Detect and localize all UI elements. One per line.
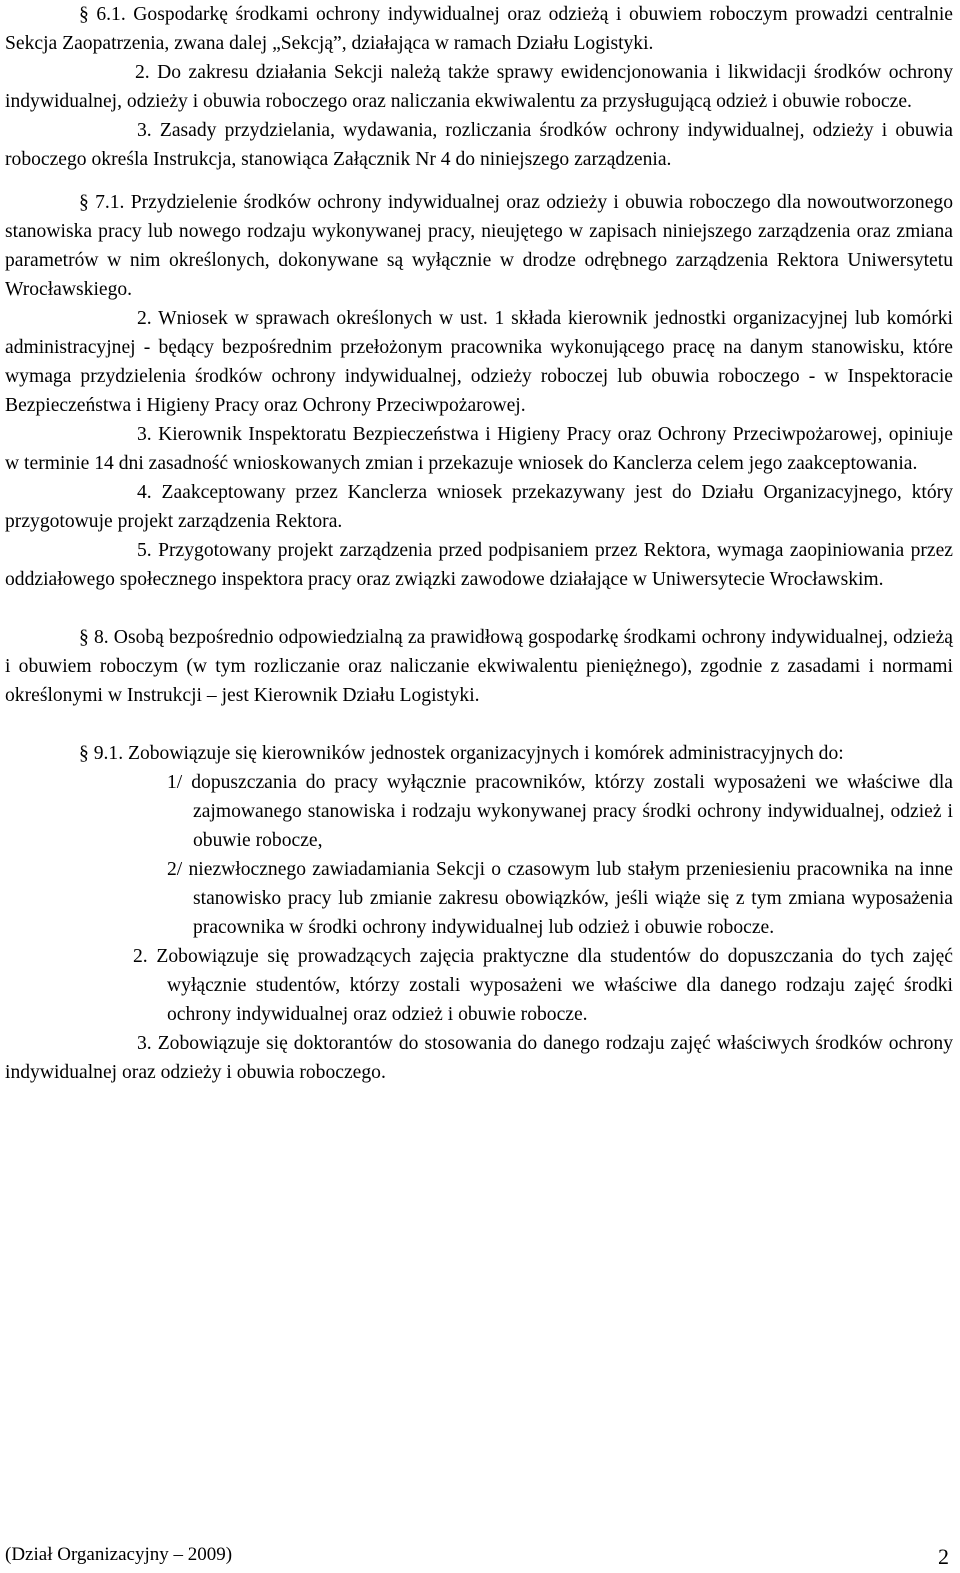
spacer	[5, 174, 953, 188]
paragraph-9-1: § 9.1. Zobowiązuje się kierowników jednostek organizacyjnych i komórek administracyjnych do:	[79, 743, 844, 764]
list-item-9-1-1: 1/ dopuszczania do pracy wyłącznie pracowników, którzy zostali wyposażeni we właściwe dla zajmowanego stanowiska i rodzaju wykonywanej pracy środki ochrony indywidualnej, odzież i obuwie robocze,	[167, 772, 953, 851]
spacer	[5, 594, 953, 623]
paragraph-7-1: § 7.1. Przydzielenie środków ochrony indywidualnej oraz odzieży i obuwia roboczego dla nowoutworzonego stanowiska pracy lub nowego rodzaju wykonywanej pracy, nieujętego w zapisach niniejszego zarządzenia oraz zmiana parametrów w nim określonych, dokonywane są wyłącznie w drodze odrębnego zarządzenia Rektora Uniwersytetu Wrocławskiego.	[5, 192, 953, 300]
paragraph-6-1: § 6.1. Gospodarkę środkami ochrony indywidualnej oraz odzieżą i obuwiem roboczym prowadzi centralnie Sekcja Zaopatrzenia, zwana dalej „Sekcją”, działająca w ramach Działu Logistyki.	[5, 4, 953, 54]
paragraph-7-5: 5. Przygotowany projekt zarządzenia przed podpisaniem przez Rektora, wymaga zaopiniowania przez oddziałowego społecznego inspektora pracy oraz związki zawodowe działające w Uniwersytecie Wrocławskim.	[5, 540, 953, 590]
paragraph-7-2: 2. Wniosek w sprawach określonych w ust. 1 składa kierownik jednostki organizacyjnej lub komórki administracyjnej - będący bezpośrednim przełożonym pracownika wykonującego pracę na danym stanowisku, które wymaga przydzielenia środków ochrony indywidualnej, odzieży roboczej lub obuwia roboczego - w Inspektoracie Bezpieczeństwa i Higieny Pracy oraz Ochrony Przeciwpożarowej.	[5, 308, 953, 416]
paragraph-7-3: 3. Kierownik Inspektoratu Bezpieczeństwa i Higieny Pracy oraz Ochrony Przeciwpożarowej, opiniuje w terminie 14 dni zasadność wnioskowanych zmian i przekazuje wniosek do Kanclerza celem jego zaakceptowania.	[5, 424, 953, 474]
paragraph-8: § 8. Osobą bezpośrednio odpowiedzialną za prawidłową gospodarkę środkami ochrony indywidualnej, odzieżą i obuwiem roboczym (w tym rozliczanie oraz naliczanie ekwiwalentu pieniężnego), zgodnie z zasadami i normami określonymi w Instrukcji – jest Kierownik Działu Logistyki.	[5, 627, 953, 706]
paragraph-6-2: 2. Do zakresu działania Sekcji należą także sprawy ewidencjonowania i likwidacji środków ochrony indywidualnej, odzieży i obuwia roboczego oraz naliczania ekwiwalentu za przysługującą odzież i obuwie robocze.	[5, 62, 953, 112]
document-page	[5, 0, 953, 1087]
paragraph-9-2: 2. Zobowiązuje się prowadzących zajęcia praktyczne dla studentów do dopuszczania do tych zajęć wyłącznie studentów, którzy zostali wyposażeni we właściwe dla danego rodzaju zajęć środki ochrony indywidualnej oraz odzież i obuwie robocze.	[133, 946, 953, 1025]
footer-department: (Dział Organizacyjny – 2009)	[5, 1544, 233, 1565]
spacer	[5, 710, 953, 739]
page-number: 2	[938, 1544, 949, 1569]
list-item-9-1-2: 2/ niezwłocznego zawiadamiania Sekcji o czasowym lub stałym przeniesieniu pracownika na inne stanowisko pracy lub zmianie zakresu obowiązków, jeśli wiąże się z tym zmiana wyposażenia pracownika w środki ochrony indywidualnej lub odzież i obuwie robocze.	[167, 859, 953, 938]
paragraph-9-3: 3. Zobowiązuje się doktorantów do stosowania do danego rodzaju zajęć właściwych środków ochrony indywidualnej oraz odzieży i obuwia roboczego.	[5, 1033, 953, 1083]
paragraph-6-3: 3. Zasady przydzielania, wydawania, rozliczania środków ochrony indywidualnej, odzieży i obuwia roboczego określa Instrukcja, stanowiąca Załącznik Nr 4 do niniejszego zarządzenia.	[5, 120, 953, 170]
paragraph-7-4: 4. Zaakceptowany przez Kanclerza wniosek przekazywany jest do Działu Organizacyjnego, który przygotowuje projekt zarządzenia Rektora.	[5, 482, 953, 532]
